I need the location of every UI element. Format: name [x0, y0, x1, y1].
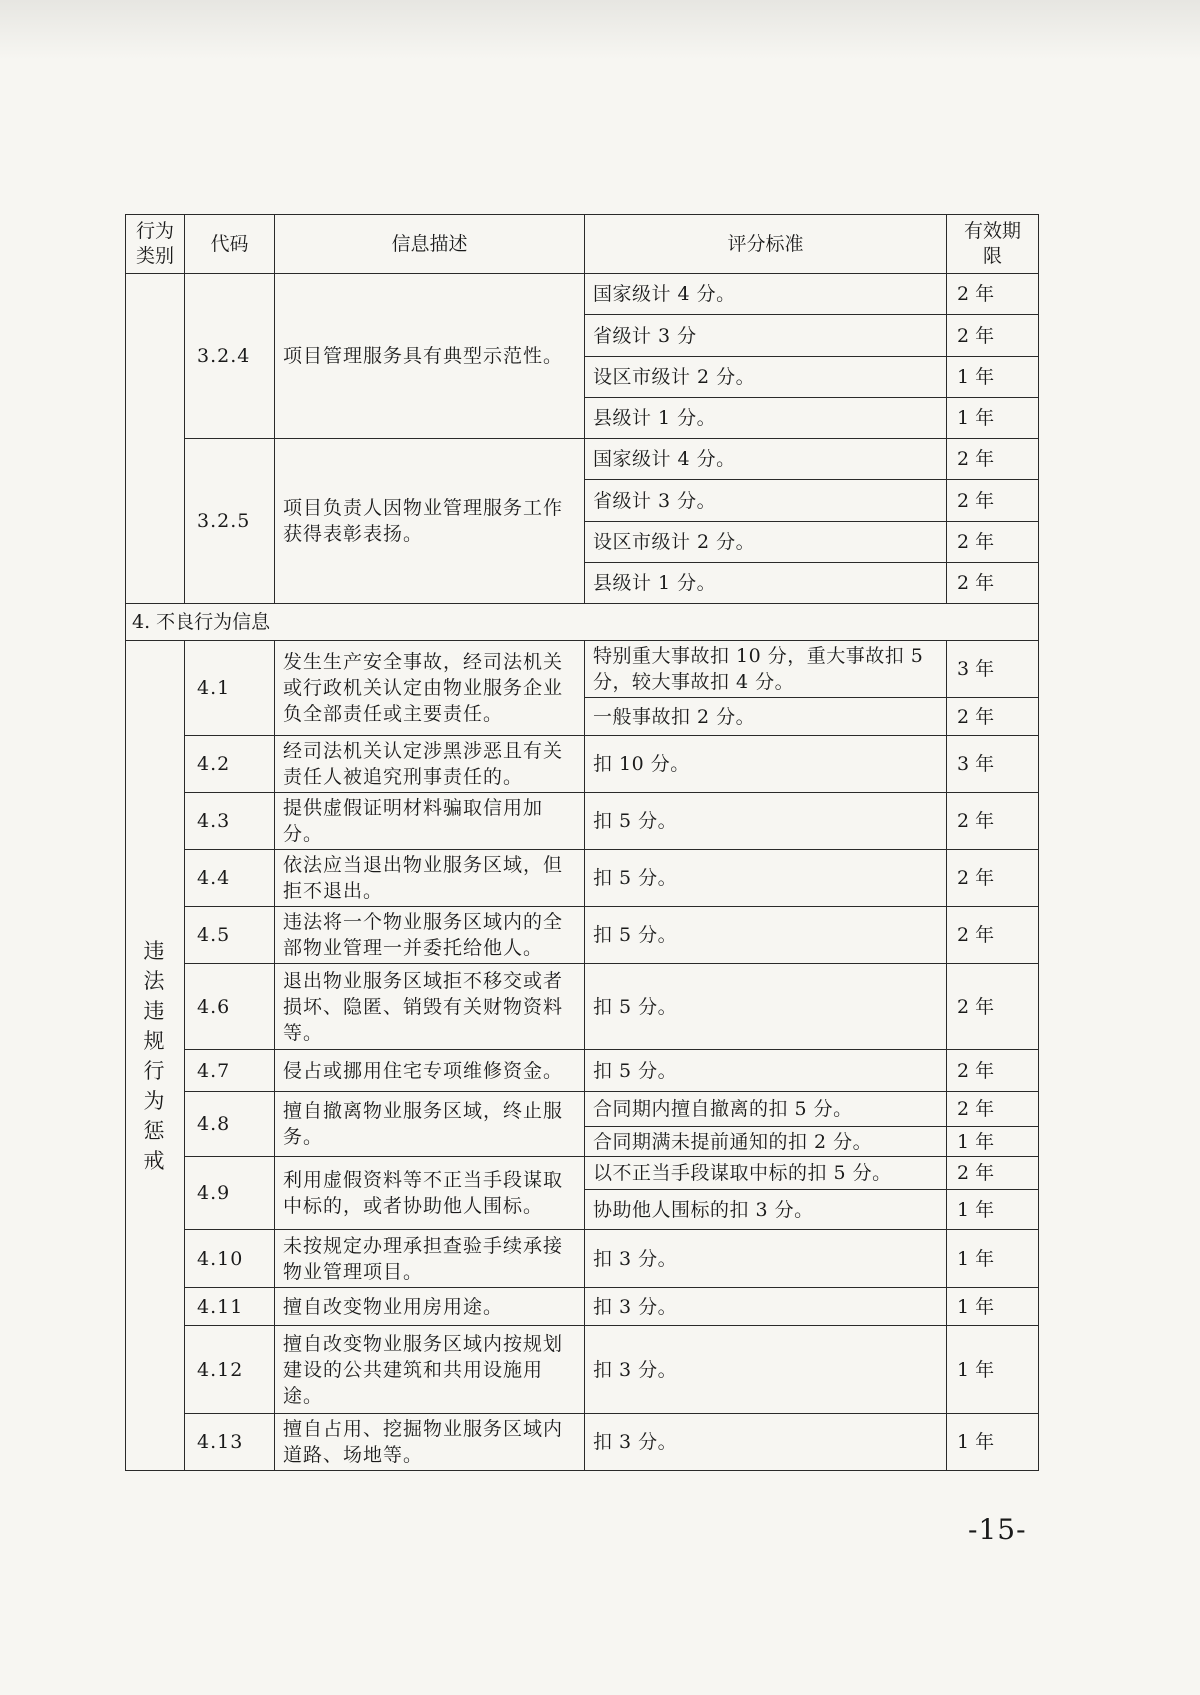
period-cell: 1 年	[947, 1127, 1039, 1157]
code-cell: 4.13	[185, 1414, 275, 1471]
standard-cell: 扣 5 分。	[585, 793, 947, 850]
code-cell: 4.10	[185, 1230, 275, 1288]
description-cell: 未按规定办理承担查验手续承接物业管理项目。	[275, 1230, 585, 1288]
table-row	[126, 439, 1039, 480]
description-cell: 违法将一个物业服务区域内的全部物业管理一并委托给他人。	[275, 907, 585, 964]
table-row	[126, 1414, 1039, 1471]
table-row	[126, 1230, 1039, 1288]
period-cell: 2 年	[947, 522, 1039, 563]
period-cell: 2 年	[947, 698, 1039, 736]
standard-cell: 合同期满未提前通知的扣 2 分。	[585, 1127, 947, 1157]
table-row	[126, 1157, 1039, 1190]
standard-cell: 扣 5 分。	[585, 907, 947, 964]
period-cell: 2 年	[947, 1157, 1039, 1190]
header-code: 代码	[185, 215, 275, 274]
standard-cell: 扣 10 分。	[585, 736, 947, 793]
category-cell	[126, 641, 185, 1471]
period-cell: 2 年	[947, 274, 1039, 315]
table-row	[126, 1288, 1039, 1326]
category-cell-empty	[126, 274, 185, 604]
header-description: 信息描述	[275, 215, 585, 274]
description-cell: 擅自占用、挖掘物业服务区域内道路、场地等。	[275, 1414, 585, 1471]
table-body	[126, 274, 1039, 1471]
code-cell: 4.5	[185, 907, 275, 964]
standard-cell: 扣 3 分。	[585, 1326, 947, 1414]
description-cell: 擅自改变物业用房用途。	[275, 1288, 585, 1326]
period-cell: 2 年	[947, 563, 1039, 604]
period-cell: 1 年	[947, 1414, 1039, 1471]
standard-cell: 县级计 1 分。	[585, 563, 947, 604]
scan-shadow	[0, 0, 1200, 60]
standard-cell: 特别重大事故扣 10 分，重大事故扣 5 分，较大事故扣 4 分。	[585, 641, 947, 698]
period-cell: 2 年	[947, 1092, 1039, 1127]
standard-cell: 设区市级计 2 分。	[585, 522, 947, 563]
description-cell: 擅自撤离物业服务区域，终止服务。	[275, 1092, 585, 1157]
description-cell: 发生生产安全事故，经司法机关或行政机关认定由物业服务企业负全部责任或主要责任。	[275, 641, 585, 736]
standard-cell: 扣 3 分。	[585, 1414, 947, 1471]
description-cell: 提供虚假证明材料骗取信用加分。	[275, 793, 585, 850]
table-row	[126, 641, 1039, 698]
page-number: -15-	[968, 1513, 1027, 1546]
period-cell: 2 年	[947, 315, 1039, 357]
code-cell: 3.2.4	[185, 274, 275, 439]
period-cell: 1 年	[947, 1326, 1039, 1414]
description-cell: 项目管理服务具有典型示范性。	[275, 274, 585, 439]
code-cell: 4.2	[185, 736, 275, 793]
code-cell: 4.1	[185, 641, 275, 736]
table-row	[126, 907, 1039, 964]
description-cell: 退出物业服务区域拒不移交或者损坏、隐匿、销毁有关财物资料等。	[275, 964, 585, 1050]
table-row	[126, 850, 1039, 907]
standard-cell: 国家级计 4 分。	[585, 439, 947, 480]
period-cell: 2 年	[947, 480, 1039, 522]
table-row	[126, 1050, 1039, 1092]
standard-cell: 省级计 3 分。	[585, 480, 947, 522]
table-row	[126, 964, 1039, 1050]
code-cell: 4.11	[185, 1288, 275, 1326]
standard-cell: 国家级计 4 分。	[585, 274, 947, 315]
description-cell: 依法应当退出物业服务区域，但拒不退出。	[275, 850, 585, 907]
description-cell: 经司法机关认定涉黑涉恶且有关责任人被追究刑事责任的。	[275, 736, 585, 793]
standard-cell: 一般事故扣 2 分。	[585, 698, 947, 736]
table-row	[126, 274, 1039, 315]
code-cell: 4.12	[185, 1326, 275, 1414]
standard-cell: 以不正当手段谋取中标的扣 5 分。	[585, 1157, 947, 1190]
standard-cell: 省级计 3 分	[585, 315, 947, 357]
standard-cell: 设区市级计 2 分。	[585, 357, 947, 398]
table-row	[126, 736, 1039, 793]
code-cell: 4.7	[185, 1050, 275, 1092]
standard-cell: 扣 3 分。	[585, 1230, 947, 1288]
table-row	[126, 1326, 1039, 1414]
period-cell: 2 年	[947, 793, 1039, 850]
header-period: 有效期限	[947, 215, 1039, 274]
section-title-row	[126, 604, 1039, 641]
code-cell: 4.6	[185, 964, 275, 1050]
header-standard: 评分标准	[585, 215, 947, 274]
period-cell: 1 年	[947, 1230, 1039, 1288]
period-cell: 1 年	[947, 1190, 1039, 1230]
code-cell: 4.3	[185, 793, 275, 850]
standard-cell: 扣 5 分。	[585, 964, 947, 1050]
header-category: 行为类别	[126, 215, 185, 274]
section-title: 4. 不良行为信息	[126, 604, 1039, 641]
standard-cell: 扣 3 分。	[585, 1288, 947, 1326]
period-cell: 3 年	[947, 641, 1039, 698]
period-cell: 2 年	[947, 1050, 1039, 1092]
period-cell: 1 年	[947, 398, 1039, 439]
category-label: 违法违规行为惩戒	[143, 938, 167, 1173]
code-cell: 4.4	[185, 850, 275, 907]
standard-cell: 协助他人围标的扣 3 分。	[585, 1190, 947, 1230]
period-cell: 2 年	[947, 964, 1039, 1050]
standard-cell: 扣 5 分。	[585, 1050, 947, 1092]
table-row	[126, 793, 1039, 850]
description-cell: 侵占或挪用住宅专项维修资金。	[275, 1050, 585, 1092]
period-cell: 2 年	[947, 907, 1039, 964]
credit-score-table	[125, 214, 1039, 1471]
table-row	[126, 1092, 1039, 1127]
standard-cell: 县级计 1 分。	[585, 398, 947, 439]
table-header	[126, 215, 1039, 274]
description-cell: 利用虚假资料等不正当手段谋取中标的，或者协助他人围标。	[275, 1157, 585, 1230]
standard-cell: 扣 5 分。	[585, 850, 947, 907]
code-cell: 3.2.5	[185, 439, 275, 604]
period-cell: 1 年	[947, 357, 1039, 398]
description-cell: 擅自改变物业服务区域内按规划建设的公共建筑和共用设施用途。	[275, 1326, 585, 1414]
period-cell: 2 年	[947, 850, 1039, 907]
standard-cell: 合同期内擅自撤离的扣 5 分。	[585, 1092, 947, 1127]
code-cell: 4.9	[185, 1157, 275, 1230]
period-cell: 1 年	[947, 1288, 1039, 1326]
description-cell: 项目负责人因物业管理服务工作获得表彰表扬。	[275, 439, 585, 604]
code-cell: 4.8	[185, 1092, 275, 1157]
period-cell: 3 年	[947, 736, 1039, 793]
period-cell: 2 年	[947, 439, 1039, 480]
